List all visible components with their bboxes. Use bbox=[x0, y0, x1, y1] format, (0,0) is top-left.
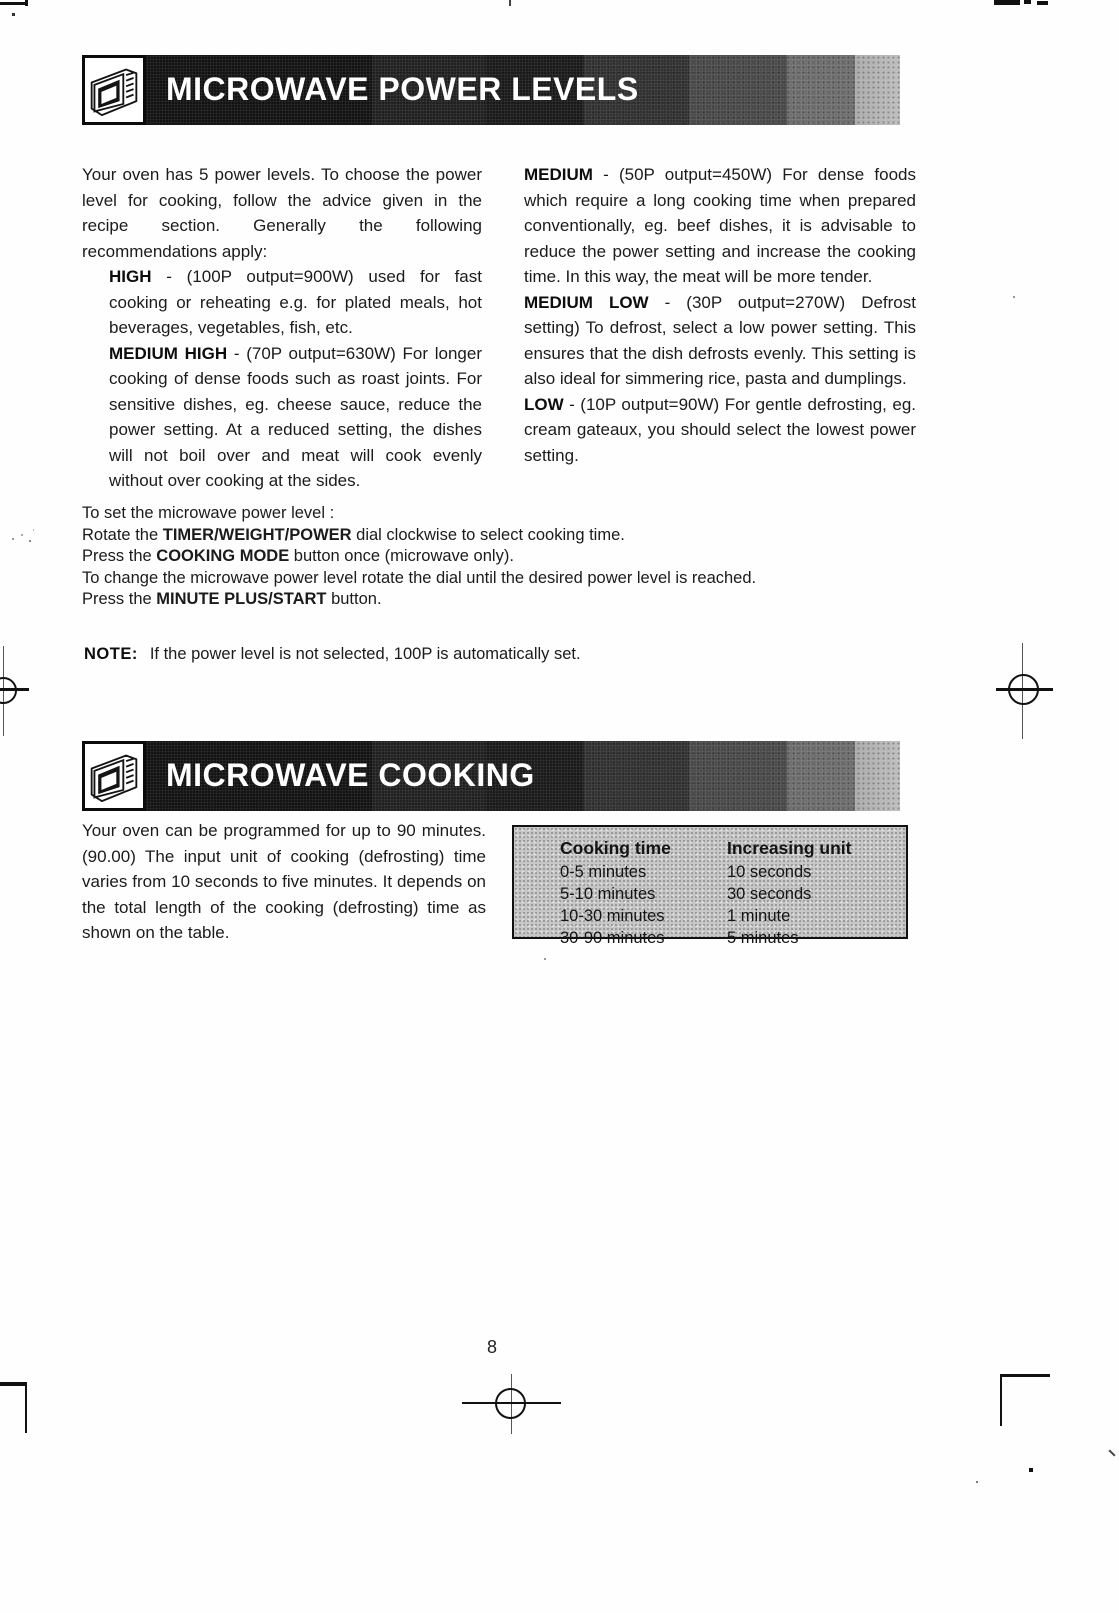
table-cell-cooking-time: 30-90 minutes bbox=[560, 929, 665, 947]
cooking-intro-paragraph: Your oven can be programmed for up to 90 minutes. (90.00) The input unit of cooking (defrosting) time varies from 10 seconds to five minutes. It depends on the total length of the cooking (defrosting) time as shown on the table. bbox=[82, 821, 486, 942]
crop-mark-bottom-right bbox=[1000, 1374, 1050, 1377]
power-levels-intro: Your oven has 5 power levels. To choose the power level for cooking, follow the advice given in the recipe section. Generally the following recommendations apply: bbox=[82, 165, 482, 261]
scan-speck bbox=[1013, 296, 1015, 298]
table-header-increasing-unit: Increasing unit bbox=[727, 838, 852, 858]
power-levels-left-column bbox=[82, 162, 482, 494]
level-description: - (100P output=900W) used for fast cooking or reheating e.g. for plated meals, hot beverages, vegetables, fish, etc. bbox=[109, 267, 482, 337]
scan-speck bbox=[33, 529, 34, 531]
scan-speck bbox=[1029, 1468, 1033, 1472]
registration-mark-bottom-circle bbox=[495, 1388, 526, 1419]
step-text: Press the bbox=[82, 547, 157, 565]
set-power-level-steps bbox=[82, 503, 942, 611]
table-row bbox=[560, 927, 906, 949]
scan-speck bbox=[21, 534, 23, 536]
crop-mark-bottom-left bbox=[0, 1382, 27, 1386]
step-text: button once (microwave only). bbox=[289, 547, 514, 565]
crop-mark-top-center bbox=[509, 0, 511, 6]
step-minute-plus-start bbox=[82, 589, 942, 611]
microwave-oven-icon bbox=[82, 741, 146, 811]
scan-speck bbox=[976, 1481, 978, 1483]
registration-mark-right-circle bbox=[1008, 674, 1039, 705]
power-level-medium bbox=[524, 162, 916, 290]
note bbox=[84, 645, 581, 664]
microwave-oven-glyph bbox=[87, 60, 141, 120]
table-header-row bbox=[560, 837, 906, 859]
power-levels-right-column bbox=[524, 162, 916, 468]
level-description: - (30P output=270W) Defrost setting) To defrost, select a low power setting. This ensures that the dish defrosts evenly. This setting is also ideal for simmering rice, pasta and dumplings. bbox=[524, 292, 916, 388]
scan-speck bbox=[12, 538, 14, 540]
table-cell-cooking-time: 0-5 minutes bbox=[560, 863, 647, 881]
step-text: Press the bbox=[82, 590, 157, 608]
table-cell-cooking-time: 5-10 minutes bbox=[560, 885, 656, 903]
scan-speck bbox=[1108, 1449, 1115, 1456]
level-description: - (50P output=450W) For dense foods which require a long cooking time when prepared conventionally, eg. beef dishes, it is advisable to reduce the power setting and increase the cooking time. In this way, the meat will be more tender. bbox=[524, 165, 916, 286]
level-description: - (10P output=90W) For gentle defrosting, eg. cream gateaux, you should select the lowest power setting. bbox=[524, 394, 916, 465]
level-name: MEDIUM bbox=[524, 165, 593, 184]
crop-mark-top-right bbox=[994, 0, 1020, 5]
scan-speck bbox=[12, 13, 15, 16]
table-cell-cooking-time: 10-30 minutes bbox=[560, 907, 665, 925]
crop-mark-bottom-left-vertical bbox=[25, 1386, 27, 1433]
power-level-medium-low bbox=[524, 290, 916, 392]
section-header-power-levels bbox=[82, 55, 900, 125]
power-level-low bbox=[524, 392, 916, 469]
scan-speck bbox=[544, 958, 546, 960]
power-level-medium-high bbox=[82, 341, 482, 494]
cooking-time-table bbox=[512, 825, 908, 947]
step-keyword: MINUTE PLUS/START bbox=[156, 590, 327, 608]
crop-mark-top-right bbox=[1037, 1, 1048, 5]
table-cell-increasing-unit: 30 seconds bbox=[727, 885, 812, 903]
table-cell-increasing-unit: 5 minutes bbox=[727, 929, 799, 947]
step-text: dial clockwise to select cooking time. bbox=[351, 525, 625, 544]
step-text: button. bbox=[326, 590, 382, 608]
crop-mark-top-left bbox=[0, 2, 27, 5]
steps-intro: To set the microwave power level : bbox=[82, 504, 335, 522]
table-row bbox=[560, 861, 906, 883]
scan-speck bbox=[29, 540, 31, 542]
note-label: NOTE: bbox=[84, 645, 138, 663]
section-header-banner bbox=[146, 741, 900, 811]
microwave-oven-glyph bbox=[87, 746, 141, 806]
note-text: If the power level is not selected, 100P is automatically set. bbox=[149, 645, 581, 663]
registration-mark-left-circle bbox=[0, 677, 17, 704]
step-text: Rotate the bbox=[82, 525, 163, 544]
table-cell-increasing-unit: 10 seconds bbox=[727, 863, 812, 881]
level-name: MEDIUM HIGH bbox=[109, 343, 228, 363]
table-row bbox=[560, 883, 906, 905]
power-level-high bbox=[82, 264, 482, 341]
level-name: LOW bbox=[524, 394, 564, 414]
step-rotate-dial bbox=[82, 525, 942, 547]
step-keyword: TIMER/WEIGHT/POWER bbox=[162, 525, 352, 544]
step-keyword: COOKING MODE bbox=[156, 547, 290, 565]
step-change-level bbox=[82, 568, 942, 590]
crop-mark-bottom-right-vertical bbox=[1000, 1377, 1002, 1426]
table-cell-increasing-unit: 1 minute bbox=[727, 907, 791, 925]
section-title-cooking: MICROWAVE COOKING bbox=[166, 756, 535, 793]
step-text: To change the microwave power level rotate the dial until the desired power level is reached. bbox=[82, 568, 757, 587]
section-header-banner bbox=[146, 55, 900, 125]
section-title-power-levels: MICROWAVE POWER LEVELS bbox=[166, 70, 639, 107]
crop-mark-top-right bbox=[1024, 0, 1031, 4]
crop-mark-top-left-vertical bbox=[25, 0, 28, 6]
level-name: HIGH bbox=[109, 267, 152, 286]
table-header-cooking-time: Cooking time bbox=[560, 838, 671, 858]
level-name: MEDIUM LOW bbox=[524, 292, 649, 312]
page-number: 8 bbox=[487, 1337, 498, 1357]
table-row bbox=[560, 905, 906, 927]
step-cooking-mode bbox=[82, 546, 942, 568]
section-header-cooking bbox=[82, 741, 900, 811]
microwave-oven-icon bbox=[82, 55, 146, 125]
level-description: - (70P output=630W) For longer cooking of dense foods such as roast joints. For sensitive dishes, eg. cheese sauce, reduce the power setting. At a reduced setting, the dishes will not boil over and meat will cook evenly without over cooking at the sides. bbox=[109, 343, 482, 490]
